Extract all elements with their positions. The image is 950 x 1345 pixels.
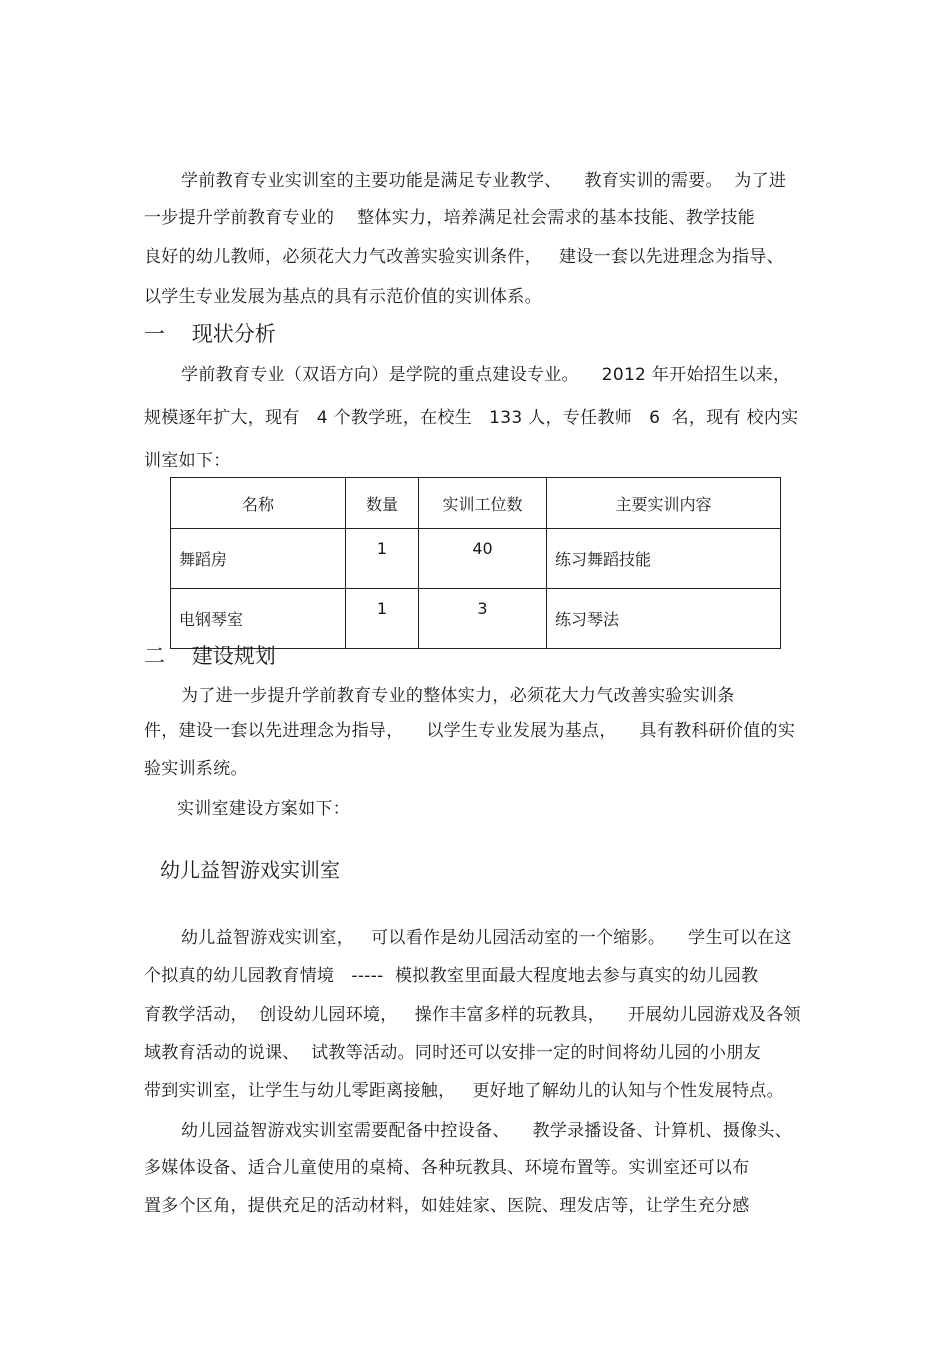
room-para1-line-4: 域教育活动的说课、 试教等活动。同时还可以安排一定的时间将幼儿园的小朋友 xyxy=(144,1043,761,1063)
table-cell-name: 舞蹈房 xyxy=(171,529,346,589)
section1-line-3: 训室如下： xyxy=(144,451,231,471)
room-para2-line-2: 多媒体设备、适合儿童使用的桌椅、各种玩教具、环境布置等。实训室还可以布 xyxy=(144,1158,750,1178)
room-title: 幼儿益智游戏实训室 xyxy=(160,858,340,882)
table-cell-positions: 40 xyxy=(419,529,547,589)
room-para2-line-3: 置多个区角，提供充足的活动材料，如娃娃家、医院、理发店等，让学生充分感 xyxy=(144,1196,750,1216)
room-para1-line-2: 个拟真的幼儿园教育情境 ----- 模拟教室里面最大程度地去参与真实的幼儿园教 xyxy=(144,966,759,986)
table-header-qty: 数量 xyxy=(346,478,419,529)
section2-line-1: 为了进一步提升学前教育专业的整体实力，必须花大力气改善实验实训条 xyxy=(181,686,735,706)
room-para2-line-1: 幼儿园益智游戏实训室需要配备中控设备、 教学录播设备、计算机、摄像头、 xyxy=(181,1121,793,1141)
table-cell-qty: 1 xyxy=(346,589,419,649)
intro-line-4: 以学生专业发展为基点的具有示范价值的实训体系。 xyxy=(144,287,542,307)
section2-line-2: 件，建设一套以先进理念为指导， 以学生专业发展为基点， 具有教科研价值的实 xyxy=(144,721,796,741)
intro-line-2: 一步提升学前教育专业的 整体实力，培养满足社会需求的基本技能、教学技能 xyxy=(144,208,756,228)
table-header-name: 名称 xyxy=(171,478,346,529)
table-header-positions: 实训工位数 xyxy=(419,478,547,529)
table-cell-qty: 1 xyxy=(346,529,419,589)
table-row xyxy=(171,529,781,589)
section2-line-3: 验实训系统。 xyxy=(144,759,248,779)
plan-intro: 实训室建设方案如下： xyxy=(177,799,350,819)
intro-line-3: 良好的幼儿教师，必须花大力气改善实验实训条件， 建设一套以先进理念为指导、 xyxy=(144,247,784,267)
table-header-content: 主要实训内容 xyxy=(547,478,781,529)
table-cell-content: 练习琴法 xyxy=(547,589,781,649)
room-para1-line-1: 幼儿益智游戏实训室， 可以看作是幼儿园活动室的一个缩影。 学生可以在这 xyxy=(181,928,792,948)
table-cell-name: 电钢琴室 xyxy=(171,589,346,649)
section-heading-status: 一 现状分析 xyxy=(144,322,276,346)
table-header-row xyxy=(171,478,781,529)
section1-line-2: 规模逐年扩大，现有 4 个教学班，在校生 133 人，专任教师 6 名，现有 校内实 xyxy=(144,408,799,428)
room-para1-line-5: 带到实训室，让学生与幼儿零距离接触， 更好地了解幼儿的认知与个性发展特点。 xyxy=(144,1081,784,1101)
table-cell-positions: 3 xyxy=(419,589,547,649)
table-cell-content: 练习舞蹈技能 xyxy=(547,529,781,589)
table-row xyxy=(171,589,781,649)
intro-line-1: 学前教育专业实训室的主要功能是满足专业教学、 教育实训的需要。 为了进 xyxy=(181,171,787,191)
section1-line-1: 学前教育专业（双语方向）是学院的重点建设专业。 2012 年开始招生以来， xyxy=(181,365,791,385)
room-para1-line-3: 育教学活动， 创设幼儿园环境， 操作丰富多样的玩教具， 开展幼儿园游戏及各领 xyxy=(144,1005,801,1025)
section-heading-plan: 二 建设规划 xyxy=(144,644,276,668)
lab-table xyxy=(170,477,781,649)
